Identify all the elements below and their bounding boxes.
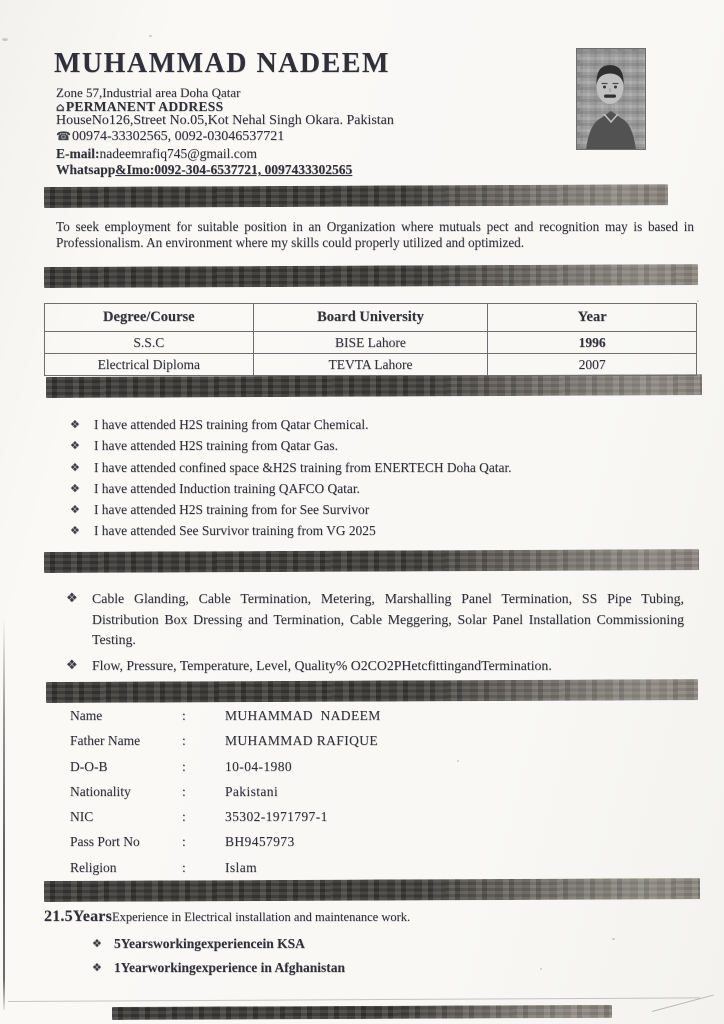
diamond-bullet-icon: ❖ bbox=[70, 439, 80, 453]
table-row bbox=[45, 332, 697, 354]
col-degree-course: Degree/Course bbox=[45, 304, 254, 332]
diamond-bullet-icon: ❖ bbox=[70, 503, 80, 517]
whatsapp-numbers: &Imo:0092-304-6537721, 0097433302565 bbox=[115, 162, 353, 177]
training-item bbox=[70, 417, 512, 438]
diamond-bullet-icon: ❖ bbox=[70, 460, 80, 474]
info-separator: : bbox=[182, 834, 186, 850]
cell-year: 1996 bbox=[488, 332, 697, 354]
scan-speck bbox=[457, 760, 459, 762]
info-separator: : bbox=[182, 783, 186, 799]
info-label: Name bbox=[70, 708, 103, 723]
permanent-address-text: PERMANENT ADDRESS bbox=[65, 99, 224, 114]
email-address: nadeemrafiq745@gmail.com bbox=[99, 146, 258, 161]
info-separator: : bbox=[182, 708, 186, 723]
info-separator: : bbox=[182, 859, 186, 875]
diamond-bullet-icon: ❖ bbox=[66, 657, 78, 673]
current-location-line: Zone 57,Industrial area Doha Qatar bbox=[56, 85, 241, 100]
education-header-row bbox=[45, 304, 697, 332]
phone-line bbox=[56, 129, 284, 145]
info-separator: : bbox=[182, 733, 186, 749]
info-row-religion bbox=[70, 855, 490, 880]
cell-board: BISE Lahore bbox=[253, 332, 488, 354]
education-table bbox=[44, 303, 697, 376]
training-text: I have attended H2S training from for See Survivor bbox=[94, 502, 370, 518]
candidate-name: MUHAMMAD NADEEM bbox=[54, 48, 390, 79]
scan-speck bbox=[2, 38, 8, 41]
whatsapp-label: Whatsapp bbox=[56, 162, 116, 177]
cell-board: TEVTA Lahore bbox=[253, 354, 488, 376]
permanent-address-line: HouseNo126,Street No.05,Kot Nehal Singh Okara. Pakistan bbox=[56, 113, 394, 128]
whatsapp-line bbox=[56, 162, 352, 178]
scan-left-edge-line bbox=[3, 618, 5, 1010]
scan-speck bbox=[540, 968, 542, 970]
section-bar-trainings bbox=[46, 374, 702, 398]
training-text: I have attended H2S training from Qatar Gas. bbox=[94, 438, 338, 454]
trainings-list bbox=[70, 417, 512, 545]
phone-numbers: 00974-33302565, 0092-03046537721 bbox=[71, 129, 285, 144]
section-bar-experience bbox=[44, 878, 700, 902]
info-label: D-O-B bbox=[70, 758, 108, 774]
training-text: I have attended See Survivor training from VG 2025 bbox=[94, 523, 376, 539]
section-bar-objective bbox=[44, 184, 668, 208]
training-item bbox=[70, 460, 512, 481]
diamond-bullet-icon: ❖ bbox=[70, 481, 80, 495]
info-row-nationality bbox=[70, 779, 490, 804]
email-line bbox=[56, 146, 257, 162]
info-value: Islam bbox=[225, 859, 257, 875]
info-label: NIC bbox=[70, 809, 94, 825]
info-value: 35302-1971797-1 bbox=[225, 809, 328, 825]
profile-photo bbox=[576, 48, 646, 150]
training-text: I have attended Induction training QAFCO Qatar. bbox=[94, 480, 360, 496]
experience-years: 21.5Years bbox=[44, 908, 113, 925]
diamond-bullet-icon: ❖ bbox=[92, 961, 102, 974]
skill-item bbox=[66, 589, 684, 651]
info-row-nic bbox=[70, 804, 490, 829]
scan-speck bbox=[612, 938, 615, 940]
house-icon: ⌂ bbox=[56, 100, 65, 114]
info-row-dob bbox=[70, 754, 490, 779]
experience-item bbox=[92, 960, 345, 984]
info-label: Religion bbox=[70, 859, 117, 875]
info-row-name bbox=[70, 703, 490, 728]
objective-text: To seek employment for suitable position in an Organization where mutuals pect and recognition may is based in Professionalism. An environment where my skills could properly utilized and optimized. bbox=[56, 219, 694, 250]
skill-text: Cable Glanding, Cable Termination, Metering, Marshalling Panel Termination, SS Pipe Tubing, Distribution Box Dressing and Termination, Cable Meggering, Solar Panel Installation Commissioning Testing. bbox=[92, 591, 684, 647]
experience-text: 1Yearworkingexperience in Afghanistan bbox=[114, 960, 345, 975]
section-bar-bottom bbox=[112, 1005, 612, 1020]
personal-info bbox=[70, 703, 490, 880]
info-value: MUHAMMAD RAFIQUE bbox=[225, 733, 379, 749]
info-label: Nationality bbox=[70, 783, 131, 799]
diamond-bullet-icon: ❖ bbox=[92, 937, 102, 950]
info-separator: : bbox=[182, 758, 186, 774]
training-item bbox=[70, 502, 512, 523]
table-row bbox=[45, 354, 697, 376]
phone-icon: ☎ bbox=[56, 129, 71, 143]
cell-degree: S.S.C bbox=[45, 332, 254, 354]
experience-item bbox=[92, 936, 345, 960]
scan-speck bbox=[149, 35, 152, 37]
skill-text: Flow, Pressure, Temperature, Level, Quality% O2CO2PHetcfittingandTermination. bbox=[92, 657, 552, 673]
scan-bottom-edge-line bbox=[8, 997, 700, 1002]
info-value: 10-04-1980 bbox=[225, 758, 292, 774]
diamond-bullet-icon: ❖ bbox=[66, 591, 78, 606]
email-label: E-mail: bbox=[56, 146, 100, 161]
training-item bbox=[70, 523, 512, 544]
diamond-bullet-icon: ❖ bbox=[70, 524, 80, 538]
cell-degree: Electrical Diploma bbox=[45, 354, 254, 376]
info-label: Father Name bbox=[70, 733, 141, 749]
experience-summary-text: Experience in Electrical installation and maintenance work. bbox=[112, 910, 411, 924]
training-item bbox=[70, 481, 512, 502]
info-value: BH9457973 bbox=[225, 834, 295, 850]
diamond-bullet-icon: ❖ bbox=[70, 418, 80, 431]
section-bar-skills bbox=[44, 549, 699, 573]
info-row-father-name bbox=[70, 728, 490, 753]
scan-speck bbox=[697, 300, 699, 302]
section-bar-education bbox=[44, 264, 698, 288]
info-separator: : bbox=[182, 809, 186, 825]
experience-list bbox=[92, 936, 345, 984]
col-board-university: Board University bbox=[253, 304, 488, 332]
section-bar-personal-info bbox=[46, 679, 698, 703]
info-value: Pakistani bbox=[225, 783, 279, 799]
info-row-passport bbox=[70, 829, 490, 854]
profile-photo-image bbox=[576, 48, 646, 150]
skill-item bbox=[66, 656, 684, 677]
training-text: I have attended H2S training from Qatar Chemical. bbox=[94, 417, 369, 432]
training-text: I have attended confined space &H2S training from ENERTECH Doha Qatar. bbox=[94, 459, 512, 475]
experience-summary bbox=[44, 908, 410, 926]
training-item bbox=[70, 438, 512, 459]
info-value: MUHAMMAD NADEEM bbox=[225, 708, 381, 723]
info-label: Pass Port No bbox=[70, 834, 140, 850]
cell-year: 2007 bbox=[488, 354, 697, 376]
experience-text: 5Yearsworkingexperiencein KSA bbox=[114, 936, 305, 951]
col-year: Year bbox=[488, 304, 697, 332]
skills-list bbox=[66, 589, 684, 681]
